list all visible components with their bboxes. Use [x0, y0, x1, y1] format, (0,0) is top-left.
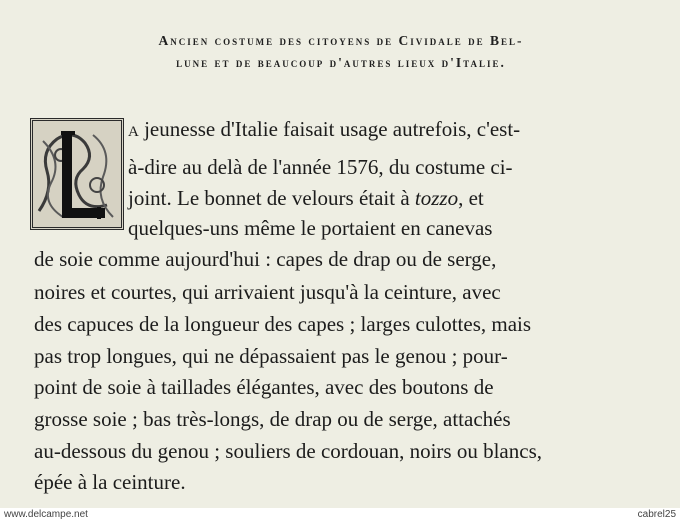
text-line	[128, 215, 492, 241]
italic-word: tozzo	[414, 186, 459, 210]
footer-watermark-right: cabrel25	[637, 509, 676, 520]
line-6-text: noires et courtes, qui arrivaient jusqu'à la ceinture, avec	[34, 280, 501, 304]
line-3-end: , et	[458, 186, 484, 210]
text-line	[34, 438, 542, 464]
text-line	[128, 154, 513, 180]
first-word-rest: a	[128, 117, 139, 141]
line-7-text: des capuces de la longueur des capes ; larges culottes, mais	[34, 312, 532, 336]
text-line	[34, 406, 511, 432]
text-line	[34, 374, 494, 400]
text-line	[128, 116, 520, 142]
text-line	[34, 311, 531, 337]
page-title	[20, 30, 662, 74]
footer-bar	[0, 509, 680, 523]
line-11-text: au-dessous du genou ; souliers de cordouan, noirs ou blancs,	[34, 439, 542, 463]
title-line-2: lune et de beaucoup d'autres lieux d'Italie.	[176, 55, 506, 70]
line-8-text: pas trop longues, qui ne dépassaient pas le genou ; pour-	[34, 344, 508, 368]
title-line-1: Ancien costume des citoyens de Cividale de Bel-	[158, 33, 524, 48]
text-line	[34, 343, 508, 369]
line-10-text: grosse soie ; bas très-longs, de drap ou de serge, attachés	[34, 407, 511, 431]
text-line	[34, 246, 496, 272]
line-2-text: à-dire au delà de l'année 1576, du costume ci-	[128, 155, 513, 179]
line-12-text: épée à la ceinture.	[34, 470, 186, 494]
line-3-text: joint. Le bonnet de velours était à	[128, 186, 415, 210]
text-line	[34, 469, 186, 495]
text-line	[34, 279, 501, 305]
ornament-initial-icon	[33, 121, 121, 227]
footer-watermark-left: www.delcampe.net	[4, 509, 88, 520]
line-4-text: quelques-uns même le portaient en canevas	[128, 216, 493, 240]
text-line	[128, 185, 484, 211]
line-5-text: de soie comme aujourd'hui : capes de drap ou de serge,	[34, 247, 497, 271]
line-1-text: jeunesse d'Italie faisait usage autrefois, c'est-	[138, 117, 521, 141]
decorative-initial	[30, 118, 124, 230]
line-9-text: point de soie à taillades élégantes, avec des boutons de	[34, 375, 494, 399]
